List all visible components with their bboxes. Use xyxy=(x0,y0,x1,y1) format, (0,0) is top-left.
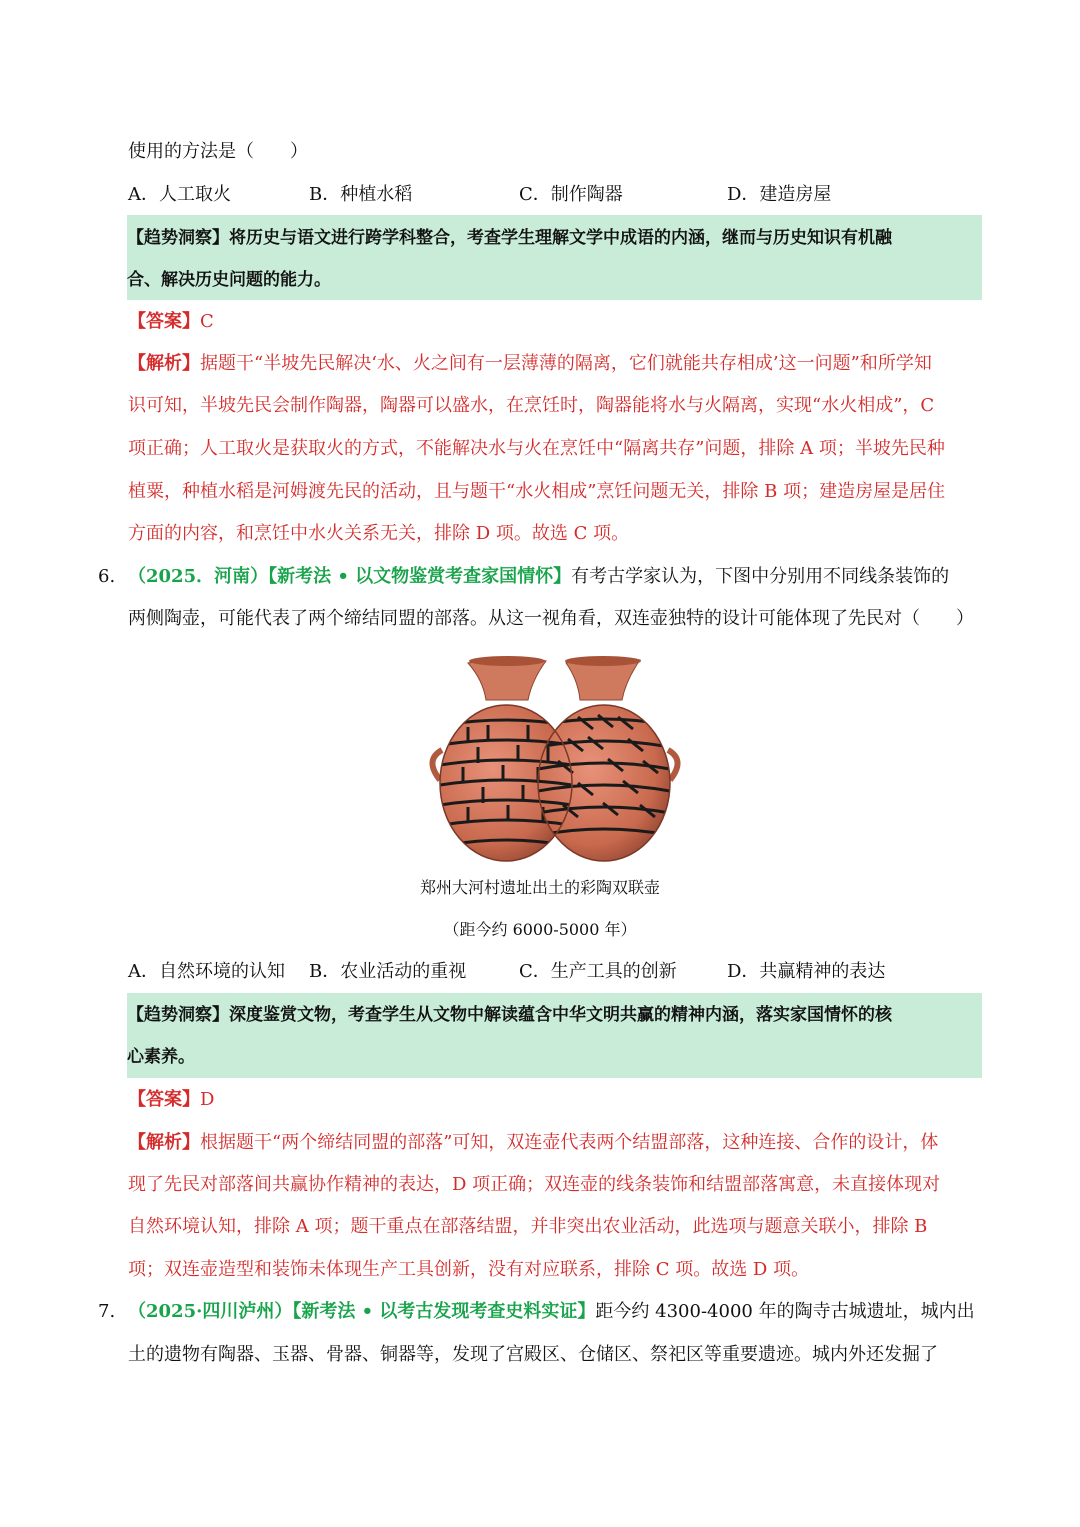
q6-answer xyxy=(128,1088,214,1112)
q6-analysis-line-4: 项；双连壶造型和装饰未体现生产工具创新，没有对应联系，排除 C 项。故选 D 项。 xyxy=(128,1259,810,1280)
q7-stem-line-1 xyxy=(128,1300,975,1324)
q6-option-b: B．农业活动的重视 xyxy=(309,961,467,982)
q6-option-c: C．生产工具的创新 xyxy=(519,961,677,982)
q5-analysis-line-5: 方面的内容，和烹饪中水火关系无关，排除 D 项。故选 C 项。 xyxy=(128,523,630,544)
q6-analysis-line-3: 自然环境认知，排除 A 项；题干重点在部落结盟，并非突出农业活动，此选项与题意关联小，排除 B xyxy=(128,1216,928,1237)
q5-answer xyxy=(128,310,214,334)
q6-stem-line-2: 两侧陶壶，可能代表了两个缔结同盟的部落。从这一视角看，双连壶独特的设计可能体现了先民对（ ） xyxy=(128,608,974,629)
q5-trend-line-1 xyxy=(127,226,892,250)
q6-trend-tag: 【趋势洞察】 xyxy=(127,1005,229,1025)
q7-source: （2025·四川泸州） xyxy=(128,1301,293,1322)
q6-analysis-line-2: 现了先民对部落间共赢协作精神的表达，D 项正确；双连壶的线条装饰和结盟部落寓意，未直接体现对 xyxy=(128,1174,941,1195)
q5-analysis-line-1 xyxy=(128,352,932,376)
q6-stem-text-1: 有考古学家认为，下图中分别用不同线条装饰的 xyxy=(571,566,950,587)
q5-answer-tag: 【答案】 xyxy=(128,311,200,332)
q6-answer-value: D xyxy=(200,1089,215,1110)
q7-stem-text-1: 距今约 4300-4000 年的陶寺古城遗址，城内出 xyxy=(595,1301,975,1322)
q5-option-d: D．建造房屋 xyxy=(727,184,832,205)
q6-option-a: A．自然环境的认知 xyxy=(128,961,285,982)
q7-number: 7. xyxy=(98,1301,116,1322)
double-pot-image xyxy=(428,655,688,870)
q6-stem-line-1 xyxy=(128,565,949,589)
image-caption-title: 郑州大河村遗址出土的彩陶双联壶 xyxy=(419,878,660,897)
q6-trend-box xyxy=(127,993,982,1078)
q7-label: 【新考法 • 以考古发现考查史料实证】 xyxy=(292,1301,596,1322)
q6-trend-text-1: 深度鉴赏文物，考查学生从文物中解读蕴含中华文明共赢的精神内涵，落实家国情怀的核 xyxy=(229,1005,892,1025)
q5-trend-box xyxy=(127,215,982,300)
q6-analysis-text-1: 根据题干“两个缔结同盟的部落”可知，双连壶代表两个结盟部落，这种连接、合作的设计，体 xyxy=(200,1132,939,1153)
q6-analysis-tag: 【解析】 xyxy=(128,1132,200,1153)
q6-label: 【新考法 • 以文物鉴赏考查家国情怀】 xyxy=(268,566,572,587)
q5-analysis-line-2: 识可知，半坡先民会制作陶器，陶器可以盛水，在烹饪时，陶器能将水与火隔离，实现“水火相成”，C xyxy=(128,395,935,416)
q6-trend-line-1 xyxy=(127,1003,892,1027)
q5-analysis-line-3: 项正确；人工取火是获取火的方式，不能解决水与火在烹饪中“隔离共存”问题，排除 A 项；半坡先民种 xyxy=(128,438,945,459)
q5-analysis-text-1: 据题干“半坡先民解决‘水、火之间有一层薄薄的隔离，它们就能共存相成’这一问题”和所学知 xyxy=(200,353,932,374)
q5-trend-line-2: 合、解决历史问题的能力。 xyxy=(127,270,331,290)
q5-answer-value: C xyxy=(200,311,214,332)
q6-option-d: D．共赢精神的表达 xyxy=(727,961,886,982)
q5-option-a: A．人工取火 xyxy=(128,184,231,205)
q5-trend-text-1: 将历史与语文进行跨学科整合，考查学生理解文学中成语的内涵，继而与历史知识有机融 xyxy=(229,228,892,248)
q6-trend-line-2: 心素养。 xyxy=(127,1047,195,1067)
q7-stem-line-2: 土的遗物有陶器、玉器、骨器、铜器等，发现了宫殿区、仓储区、祭祀区等重要遗迹。城内外还发掘了 xyxy=(128,1344,938,1365)
q5-option-c: C．制作陶器 xyxy=(519,184,623,205)
q5-trend-tag: 【趋势洞察】 xyxy=(127,228,229,248)
q5-analysis-tag: 【解析】 xyxy=(128,353,200,374)
q5-option-b: B．种植水稻 xyxy=(309,184,413,205)
q5-analysis-line-4: 植粟，种植水稻是河姆渡先民的活动，且与题干“水火相成”烹饪问题无关，排除 B 项；建造房屋是居住 xyxy=(128,481,946,502)
q5-stem-end: 使用的方法是（ ） xyxy=(128,141,308,162)
q6-answer-tag: 【答案】 xyxy=(128,1089,200,1110)
image-caption-date: （距今约 6000-5000 年） xyxy=(443,920,637,939)
q6-number: 6. xyxy=(98,566,116,587)
q6-analysis-line-1 xyxy=(128,1131,938,1155)
q6-source: （2025．河南） xyxy=(128,566,269,587)
